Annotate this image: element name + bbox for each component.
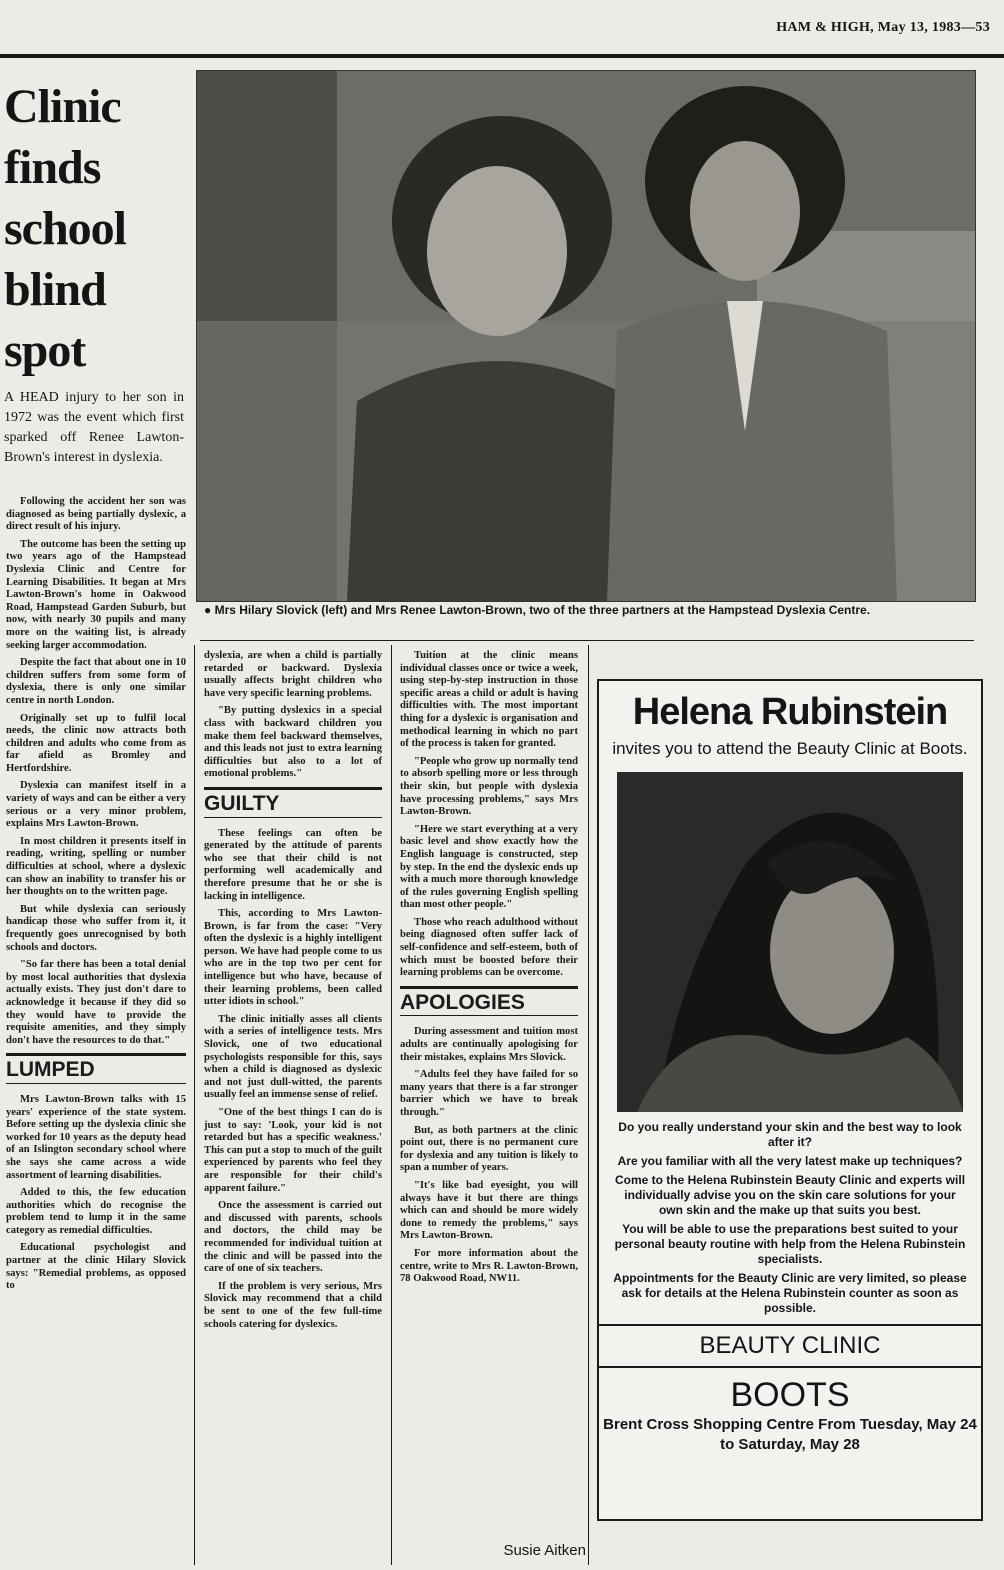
col1-p7: But while dyslexia can seriously handicap those who suffer from it, it frequently goes unrecognised by both schools and doctors. [6, 903, 186, 953]
ad-body-p5: Appointments for the Beauty Clinic are very limited, so please ask for details at the Helena Rubinstein counter as soon as possible. [613, 1271, 967, 1315]
col2b-p6: If the problem is very serious, Mrs Slovick may recommend that a child be sent to one of the few full-time schools catering for dyslexics. [204, 1280, 382, 1330]
col2-p1: dyslexia, are when a child is partially retarded or backward. Dyslexia usually affects bright children who have very specific learning problems. [204, 650, 382, 699]
ad-body-p2: Are you familiar with all the very latest make up techniques? [617, 1154, 963, 1168]
ad-body [599, 1112, 981, 1316]
byline: Susie Aitken [503, 1542, 586, 1559]
col1b-p3: Educational psychologist and partner at the clinic Hilary Slovick says: "Remedial problems, as opposed to [6, 1242, 186, 1292]
ad-beauty-clinic: BEAUTY CLINIC [599, 1324, 981, 1368]
subhead-lumped: LUMPED [6, 1053, 186, 1084]
ad-location-dates: Brent Cross Shopping Centre From Tuesday, May 24 to Saturday, May 28 [603, 1416, 977, 1453]
col1-p2: The outcome has been the setting up two years ago of the Hampstead Dyslexia Clinic and Centre for Learning Disabilities. It began at Mrs Lawton-Brown's home in Oakwood Road, Hampstead Garden Suburb, but now, with nearly 30 pupils and many more on the waiting list, is already seeking larger accommodation. [6, 538, 186, 651]
col2b-p5: Once the assessment is carried out and discussed with parents, schools and doctors, the child may be recommended for individual tuition at the clinic and will be passed into the care of one of six teachers. [204, 1200, 382, 1275]
column-3 [400, 650, 578, 1291]
article-photo [196, 70, 976, 602]
col1-p3: Despite the fact that about one in 10 children suffers from some form of dyslexia, there is only one similar centre in north London. [6, 657, 186, 706]
subhead-apologies: APOLOGIES [400, 986, 578, 1017]
lead-paragraph: A HEAD injury to her son in 1972 was the event which first sparked off Renee Lawton-Brown's interest in dyslexia. [4, 390, 184, 465]
ad-brand: Helena Rubinstein [632, 691, 948, 733]
col3-p2: "People who grow up normally tend to absorb spelling more or less through their skin, but people with dyslexia have processing problems," says Mrs Lawton-Brown. [400, 755, 578, 818]
col3b-p1: During assessment and tuition most adults are continually apologising for their mistakes, explains Mrs Slovick. [400, 1026, 578, 1063]
col1b-p2: Added to this, the few education authorities which do recognise the problem tend to lump it in the same category as remedial difficulties. [6, 1187, 186, 1236]
ad-portrait [617, 772, 963, 1112]
ad-body-p1: Do you really understand your skin and the best way to look after it? [618, 1120, 962, 1149]
col3-p4: Those who reach adulthood without being diagnosed often suffer lack of self-confidence and self-esteem, both of which must be boosted before their learning problems can be overcome. [400, 916, 578, 979]
ad-body-p3: Come to the Helena Rubinstein Beauty Clinic and experts will individually advise you on the skin care solutions for your own skin and the make up that suits you best. [614, 1173, 966, 1217]
portrait-illustration [617, 772, 963, 1112]
col3b-p4: "It's like bad eyesight, you will always have it but there are things which can and should be more widely done to remedy the problems," says Mrs Lawton-Brown. [400, 1179, 578, 1242]
page-folio: HAM & HIGH, May 13, 1983—53 [776, 20, 990, 35]
column-divider-2 [391, 645, 392, 1565]
col1-p8: "So far there has been a total denial by most local authorities that dyslexia actually exists. They just don't dare to acknowledge it because if they did so they would have to provide the requisite amenities, and they simply don't have the resources to do that." [6, 959, 186, 1046]
photo-illustration [197, 71, 975, 601]
caption-rule [200, 640, 974, 641]
col1-p1: Following the accident her son was diagnosed as being partially dyslexic, a direct result of his injury. [6, 496, 186, 533]
ad-body-p4: You will be able to use the preparations best suited to your personal beauty routine with help from the Helena Rubinstein specialists. [614, 1222, 966, 1266]
column-divider-3 [588, 645, 589, 1565]
col3-p1: Tuition at the clinic means individual classes once or twice a week, using step-by-step instruction in those specific areas a child or adult is having difficulties with. The most important thing for a dyslexic is organisation and methodical learning in which no part of the process is taken for granted. [400, 650, 578, 750]
col2b-p4: "One of the best things I can do is just to say: 'Look, your kid is not retarded but has a specific weakness.' This can put a stop to much of the guilt experienced by parents who feel they are responsible for their child's apparent failure." [204, 1107, 382, 1194]
col2b-p3: The clinic initially asses all clients with a series of intelligence tests. Mrs Slovick, one of two educational psychologists responsible for this, says when a child is diagnosed as dyslexic and not just dull-witted, the parents usually feel an immense sense of relief. [204, 1013, 382, 1101]
photo-caption: ● Mrs Hilary Slovick (left) and Mrs Renee Lawton-Brown, two of the three partners at the Hampstead Dyslexia Centre. [204, 603, 871, 617]
col2-p2: "By putting dyslexics in a special class with backward children you make them feel backward themselves, and this leads not just to extra learning difficulties but also to a lot of emotional problems." [204, 705, 382, 780]
subhead-guilty: GUILTY [204, 787, 382, 818]
advertisement [597, 679, 983, 1521]
ad-invite: invites you to attend the Beauty Clinic at Boots. [612, 739, 968, 758]
col3-p3: "Here we start everything at a very basic level and show exactly how the English language is constructed, step by step. In the end the dyslexic ends up with a much more thorough knowledge of the rules governing English spelling than most other people." [400, 823, 578, 911]
col1b-p1: Mrs Lawton-Brown talks with 15 years' experience of the state system. Before setting up the dyslexia clinic she worked for 10 years as the deputy head of an Islington secondary school where she says she came across a wide assortment of learning disabilities. [6, 1093, 186, 1181]
headline: Clinic finds school blind spot [4, 80, 127, 377]
column-2 [204, 650, 382, 1336]
col2b-p1: These feelings can often be generated by the attitude of parents who see that their child is not performing well academically and therefore presume that he or she is lacking in intelligence. [204, 827, 382, 902]
col1-p4: Originally set up to fulfil local needs, the clinic now attracts both children and adults who come from as far afield as Bromley and Hertfordshire. [6, 712, 186, 774]
ad-store-name: BOOTS [730, 1376, 850, 1414]
col3b-p2: "Adults feel they have failed for so many years that there is a far stronger barrier which we have to break through." [400, 1069, 578, 1118]
column-1 [6, 496, 186, 1298]
col3b-p3: But, as both partners at the clinic point out, there is no permanent cure for dyslexia and any tuition is likely to span a number of years. [400, 1124, 578, 1174]
col1-p6: In most children it presents itself in reading, writing, spelling or number difficulties at school, where a dyslexic can show an inability to transfer his or her thoughts on to the written page. [6, 835, 186, 898]
col1-p5: Dyslexia can manifest itself in a variety of ways and can be either a very serious or a very minor problem, explains Mrs Lawton-Brown. [6, 780, 186, 830]
top-rule [0, 54, 1004, 58]
column-divider-1 [194, 645, 195, 1565]
col2b-p2: This, according to Mrs Lawton-Brown, is far from the case: "Very often the dyslexic is a highly intelligent person. We have had people come to us who are in the top two per cent for intelligence but who have, because of their learning problems, been called utter idiots in school." [204, 908, 382, 1008]
col3b-p5: For more information about the centre, write to Mrs R. Lawton-Brown, 78 Oakwood Road, NW11. [400, 1247, 578, 1285]
